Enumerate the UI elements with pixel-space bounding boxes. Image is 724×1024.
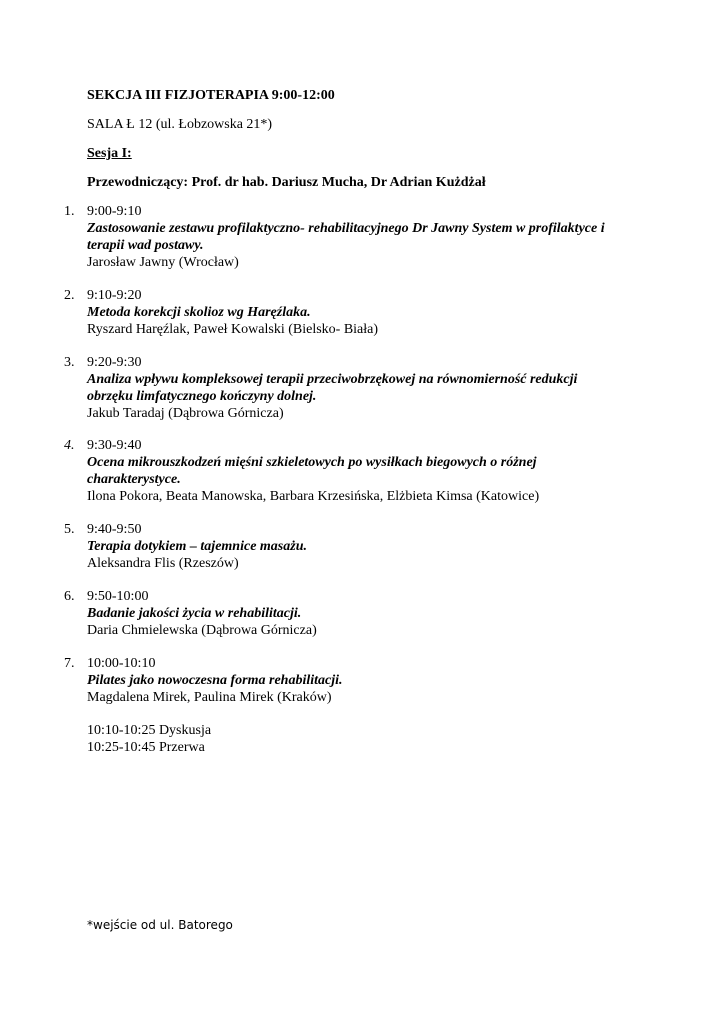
item-authors: Jarosław Jawny (Wrocław) (87, 255, 239, 270)
item-title: Pilates jako nowoczesna forma rehabilitacji. (87, 673, 343, 688)
item-title: terapii wad postawy. (87, 238, 204, 253)
item-authors: Aleksandra Flis (Rzeszów) (87, 556, 239, 571)
section-title: SEKCJA III FIZJOTERAPIA 9:00-12:00 (87, 88, 335, 103)
item-title: Badanie jakości życia w rehabilitacji. (87, 606, 302, 621)
item-number: 5. (64, 522, 75, 537)
item-time: 9:30-9:40 (87, 438, 142, 453)
item-authors: Jakub Taradaj (Dąbrowa Górnicza) (87, 406, 284, 421)
item-title: Zastosowanie zestawu profilaktyczno- rehabilitacyjnego Dr Jawny System w profilaktyce i (87, 221, 605, 236)
item-number: 2. (64, 288, 75, 303)
item-number: 4. (64, 438, 75, 453)
break-pause: 10:25-10:45 Przerwa (87, 740, 205, 755)
item-authors: Ryszard Haręźlak, Paweł Kowalski (Bielsko- Biała) (87, 322, 379, 337)
item-time: 10:00-10:10 (87, 656, 156, 671)
item-title: Analiza wpływu kompleksowej terapii przeciwobrzękowej na równomierność redukcji (87, 372, 578, 387)
item-title: charakterystyce. (87, 472, 181, 487)
item-number: 6. (64, 589, 75, 604)
item-authors: Ilona Pokora, Beata Manowska, Barbara Krzesińska, Elżbieta Kimsa (Katowice) (87, 489, 540, 504)
session-chairs: Przewodniczący: Prof. dr hab. Dariusz Mucha, Dr Adrian Kużdżał (87, 175, 486, 190)
item-number: 3. (64, 355, 75, 370)
item-time: 9:20-9:30 (87, 355, 142, 370)
item-title: obrzęku limfatycznego kończyny dolnej. (87, 389, 317, 404)
item-title: Ocena mikrouszkodzeń mięśni szkieletowych po wysiłkach biegowych o różnej (87, 455, 537, 470)
footnote: *wejście od ul. Batorego (87, 918, 233, 932)
break-discussion: 10:10-10:25 Dyskusja (87, 723, 212, 738)
item-number: 1. (64, 204, 75, 219)
item-title: Metoda korekcji skolioz wg Haręźlaka. (87, 305, 311, 320)
item-time: 9:10-9:20 (87, 288, 142, 303)
session-label: Sesja I: (87, 146, 132, 161)
item-time: 9:50-10:00 (87, 589, 149, 604)
item-number: 7. (64, 656, 75, 671)
item-authors: Magdalena Mirek, Paulina Mirek (Kraków) (87, 690, 332, 705)
item-authors: Daria Chmielewska (Dąbrowa Górnicza) (87, 623, 317, 638)
item-time: 9:40-9:50 (87, 522, 142, 537)
item-title: Terapia dotykiem – tajemnice masażu. (87, 539, 307, 554)
room-info: SALA Ł 12 (ul. Łobzowska 21*) (87, 117, 273, 132)
item-time: 9:00-9:10 (87, 204, 142, 219)
